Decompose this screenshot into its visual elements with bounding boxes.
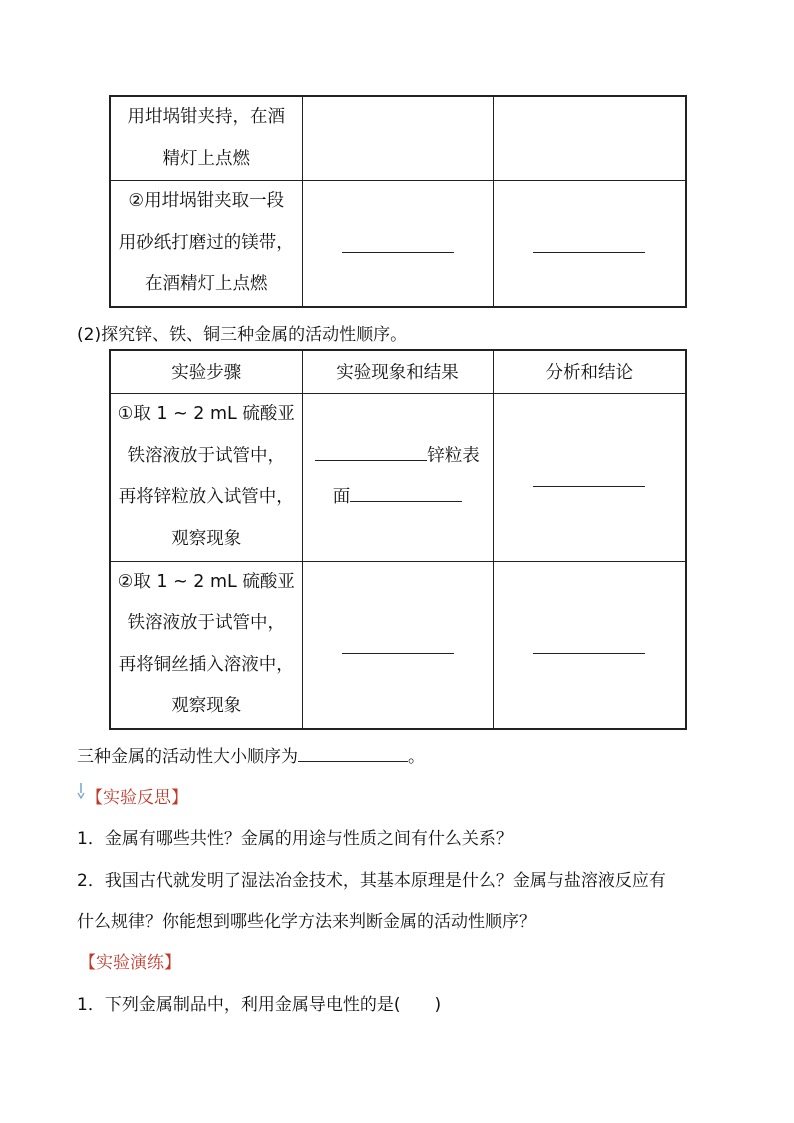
column-header: 分析和结论 xyxy=(493,350,686,393)
step-line: ①取 1 ~ 2 mL 硫酸亚 xyxy=(117,404,295,424)
order-suffix: 。 xyxy=(408,747,425,767)
result-text: 锌粒表 xyxy=(427,445,480,466)
step-line: 再将铜丝插入溶液中， xyxy=(118,654,294,675)
order-prefix: 三种金属的活动性大小顺序为 xyxy=(77,747,298,767)
table-row xyxy=(110,393,686,561)
question-2-line-2: 什么规律？你能想到哪些化学方法来判断金属的活动性顺序？ xyxy=(77,912,536,932)
table-row xyxy=(110,181,686,307)
step-line: 在酒精灯上点燃 xyxy=(145,274,268,294)
result-cell xyxy=(302,393,493,561)
step-line: 精灯上点燃 xyxy=(162,148,250,169)
conclusion-cell xyxy=(493,96,686,181)
answer-blank[interactable] xyxy=(342,230,454,253)
order-sentence xyxy=(77,742,425,767)
result-cell xyxy=(302,561,493,729)
answer-blank[interactable] xyxy=(350,479,462,502)
answer-blank[interactable] xyxy=(533,464,645,487)
step-line: 观察现象 xyxy=(171,696,242,716)
table-header-row xyxy=(110,350,686,393)
step-line: ②取 1 ~ 2 mL 硫酸亚 xyxy=(117,571,295,592)
question-1: 1．金属有哪些共性？金属的用途与性质之间有什么关系？ xyxy=(77,829,513,849)
step-line: 用坩埚钳夹持，在酒 xyxy=(127,107,285,127)
table-row xyxy=(110,561,686,729)
step-cell xyxy=(110,561,302,729)
experiment-table-1 xyxy=(109,95,687,308)
answer-blank[interactable] xyxy=(342,631,454,654)
answer-blank[interactable] xyxy=(533,230,645,253)
table-row xyxy=(110,96,686,181)
result-text: 面 xyxy=(332,487,351,507)
step-line: 铁溶液放于试管中， xyxy=(127,445,285,466)
answer-blank[interactable] xyxy=(533,631,645,654)
reflection-heading: 【实验反思】 xyxy=(86,788,188,808)
answer-blank[interactable] xyxy=(298,743,408,762)
step-line: ②用坩埚钳夹取一段 xyxy=(128,191,285,211)
step-cell xyxy=(110,393,302,561)
step-line: 铁溶液放于试管中， xyxy=(127,613,285,633)
experiment-table-2 xyxy=(109,349,687,730)
answer-blank[interactable] xyxy=(315,438,427,461)
conclusion-cell xyxy=(493,393,686,561)
practice-question-1: 1．下列金属制品中，利用金属导电性的是( ) xyxy=(77,995,442,1015)
question-2-line-1: 2．我国古代就发明了湿法冶金技术，其基本原理是什么？金属与盐溶液反应有 xyxy=(77,871,666,891)
result-cell xyxy=(302,96,493,181)
conclusion-cell xyxy=(493,181,686,307)
column-header: 实验现象和结果 xyxy=(302,350,493,393)
step-line: 观察现象 xyxy=(171,528,242,549)
column-header: 实验步骤 xyxy=(110,350,302,393)
pen-marker-icon xyxy=(77,783,85,799)
step-cell xyxy=(110,181,302,307)
practice-heading: 【实验演练】 xyxy=(79,953,181,973)
conclusion-cell xyxy=(493,561,686,729)
step-line: 再将锌粒放入试管中， xyxy=(118,487,294,507)
result-cell xyxy=(302,181,493,307)
step-line: 用砂纸打磨过的镁带， xyxy=(118,232,294,253)
step-cell xyxy=(110,96,302,181)
section-title: (2)探究锌、铁、铜三种金属的活动性顺序。 xyxy=(77,325,408,345)
